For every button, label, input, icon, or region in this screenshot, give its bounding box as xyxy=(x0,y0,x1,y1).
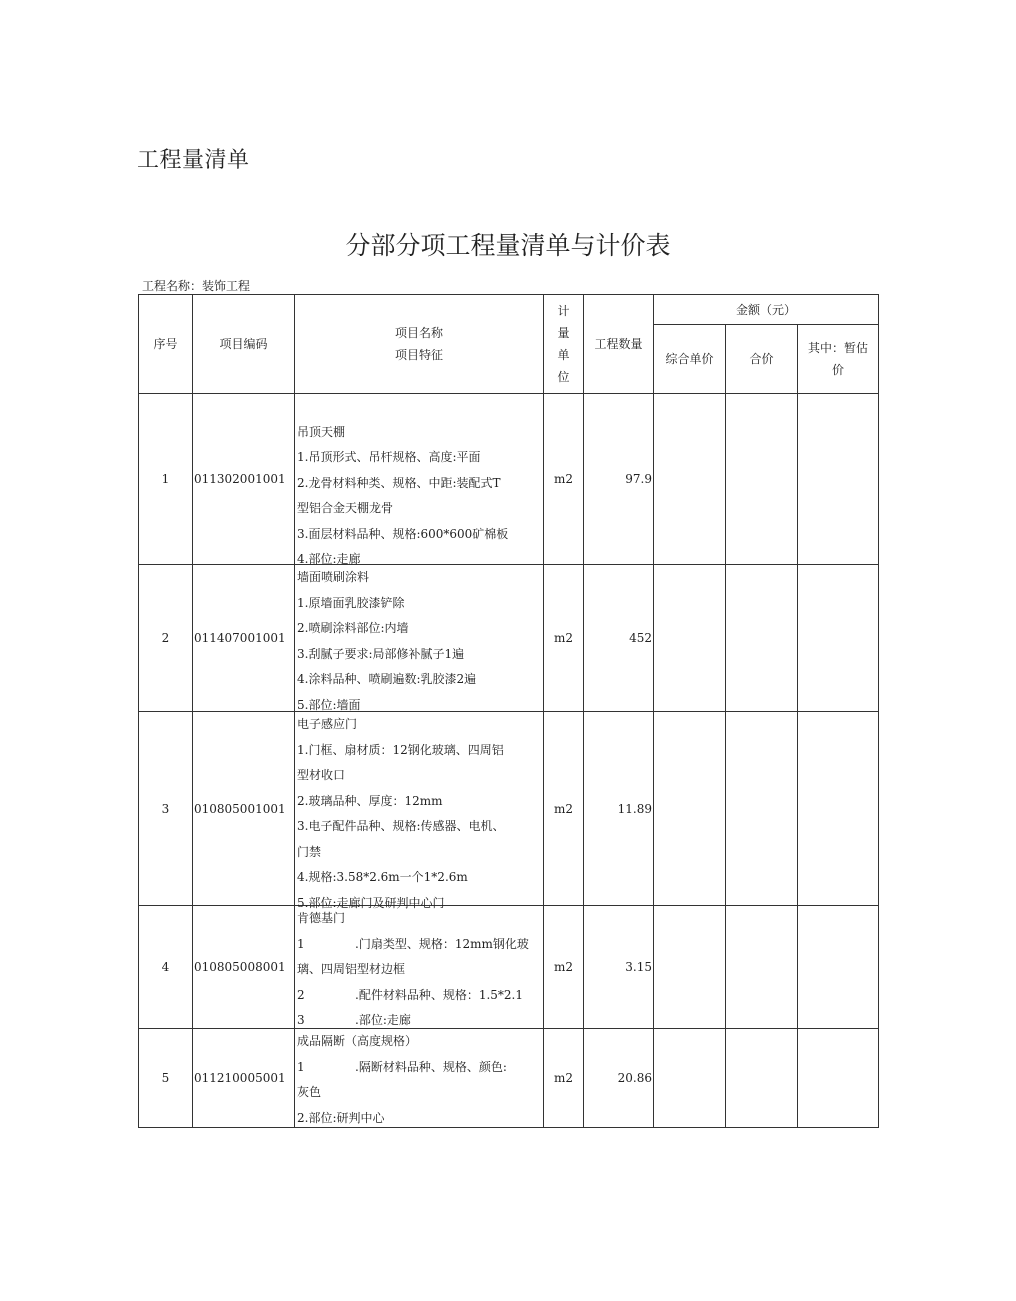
cell-unit: m2 xyxy=(544,1029,584,1128)
header-seq: 序号 xyxy=(139,295,193,394)
header-unit xyxy=(544,295,584,394)
cell-code: 011302001001 xyxy=(193,394,295,565)
cell-total xyxy=(726,565,798,712)
description-line: 3.电子配件品种、规格:传感器、电机、 xyxy=(297,819,505,833)
description-line: 5.部位:走廊门及研判中心门 xyxy=(297,895,445,910)
cell-qty: 97.9 xyxy=(584,394,654,565)
cell-description xyxy=(295,712,544,910)
cell-code: 011407001001 xyxy=(193,565,295,712)
cell-total xyxy=(726,906,798,1029)
header-name xyxy=(295,295,544,394)
header-unit-char: 单 xyxy=(557,348,570,362)
project-name: 工程名称：装饰工程 xyxy=(142,279,251,293)
description-line: 墙面喷刷涂料 xyxy=(297,570,370,584)
cell-description xyxy=(295,565,544,712)
table-row xyxy=(139,712,879,906)
description-line: 2 .配件材料品种、规格：1.5*2.1 xyxy=(297,987,523,1002)
description-line: 1 .隔断材料品种、规格、颜色: xyxy=(297,1059,507,1074)
cell-seq: 3 xyxy=(139,712,193,906)
header-amount-group: 金额（元） xyxy=(654,295,879,325)
cell-description xyxy=(295,1029,544,1128)
cell-provisional xyxy=(798,1029,879,1128)
cell-seq: 1 xyxy=(139,394,193,565)
cell-code: 010805008001 xyxy=(193,906,295,1029)
header-row-1 xyxy=(139,295,879,325)
cell-code: 010805001001 xyxy=(193,712,295,906)
cell-seq: 5 xyxy=(139,1029,193,1128)
cell-provisional xyxy=(798,565,879,712)
header-code: 项目编码 xyxy=(193,295,295,394)
bill-of-quantities-table xyxy=(138,294,879,1128)
table-body xyxy=(139,394,879,1128)
header-unit-price: 综合单价 xyxy=(654,325,726,394)
cell-unit-price xyxy=(654,565,726,712)
description-line: 门禁 xyxy=(297,844,322,859)
cell-unit-price xyxy=(654,906,726,1029)
cell-qty: 20.86 xyxy=(584,1029,654,1128)
description-line: 4.涂料品种、喷刷遍数:乳胶漆2遍 xyxy=(297,672,477,686)
cell-unit: m2 xyxy=(544,712,584,906)
description-line: 1.吊顶形式、吊杆规格、高度:平面 xyxy=(297,450,481,464)
description-line: 成品隔断（高度规格） xyxy=(297,1034,418,1048)
cell-seq: 2 xyxy=(139,565,193,712)
description-line: 1.门框、扇材质：12钢化玻璃、四周铝 xyxy=(297,742,504,757)
header-provisional-line2: 价 xyxy=(832,363,845,377)
description-line: 1 .门扇类型、规格：12mm钢化玻 xyxy=(297,936,529,951)
cell-seq: 4 xyxy=(139,906,193,1029)
header-unit-char: 计 xyxy=(557,304,570,318)
cell-provisional xyxy=(798,394,879,565)
description-line: 璃、四周铝型材边框 xyxy=(297,962,406,976)
description-line: 1.原墙面乳胶漆铲除 xyxy=(297,595,405,610)
header-unit-char: 位 xyxy=(557,370,570,384)
description-line: 灰色 xyxy=(297,1085,322,1099)
description-line: 型铝合金天棚龙骨 xyxy=(297,501,394,515)
header-provisional-line1: 其中：暂估 xyxy=(808,341,869,355)
description-line: 4.规格:3.58*2.6m一个1*2.6m xyxy=(297,870,468,884)
page-heading: 工程量清单 xyxy=(137,148,250,173)
cell-unit-price xyxy=(654,1029,726,1128)
description-line: 吊顶天棚 xyxy=(297,424,346,439)
description-line: 肯德基门 xyxy=(297,911,346,925)
cell-total xyxy=(726,394,798,565)
cell-unit-price xyxy=(654,712,726,906)
cell-qty: 452 xyxy=(584,565,654,712)
cell-qty: 3.15 xyxy=(584,906,654,1029)
header-unit-char: 量 xyxy=(557,326,570,340)
description-line xyxy=(297,394,541,420)
description-line: 3.刮腻子要求:局部修补腻子1遍 xyxy=(297,646,465,661)
header-total: 合价 xyxy=(726,325,798,394)
header-qty: 工程数量 xyxy=(584,295,654,394)
header-name-line1: 项目名称 xyxy=(394,326,443,340)
cell-qty: 11.89 xyxy=(584,712,654,906)
cell-unit: m2 xyxy=(544,565,584,712)
cell-provisional xyxy=(798,712,879,906)
cell-description xyxy=(295,394,544,565)
cell-description xyxy=(295,906,544,1029)
cell-unit: m2 xyxy=(544,906,584,1029)
table-row xyxy=(139,1029,879,1128)
cell-unit-price xyxy=(654,394,726,565)
description-line: 4.部位:走廊 xyxy=(297,552,361,566)
description-line: 2.部位:研判中心 xyxy=(297,1110,385,1125)
description-line: 3.面层材料品种、规格:600*600矿棉板 xyxy=(297,526,509,541)
description-line: 型材收口 xyxy=(297,768,346,782)
cell-unit: m2 xyxy=(544,394,584,565)
header-name-line2: 项目特征 xyxy=(394,348,443,362)
description-line: 3 .部位:走廊 xyxy=(297,1013,411,1027)
cell-total xyxy=(726,1029,798,1128)
cell-code: 011210005001 xyxy=(193,1029,295,1128)
description-line: 5.部位:墙面 xyxy=(297,697,361,712)
header-provisional xyxy=(798,325,879,394)
table-title: 分部分项工程量清单与计价表 xyxy=(345,231,671,260)
table-row xyxy=(139,906,879,1029)
description-line: 2.龙骨材料种类、规格、中距:装配式T xyxy=(297,475,501,490)
table-row xyxy=(139,565,879,712)
description-line: 2.喷刷涂料部位:内墙 xyxy=(297,621,409,635)
cell-provisional xyxy=(798,906,879,1029)
description-line: 电子感应门 xyxy=(297,717,358,731)
table-row xyxy=(139,394,879,565)
cell-total xyxy=(726,712,798,906)
description-line: 2.玻璃品种、厚度：12mm xyxy=(297,793,443,808)
